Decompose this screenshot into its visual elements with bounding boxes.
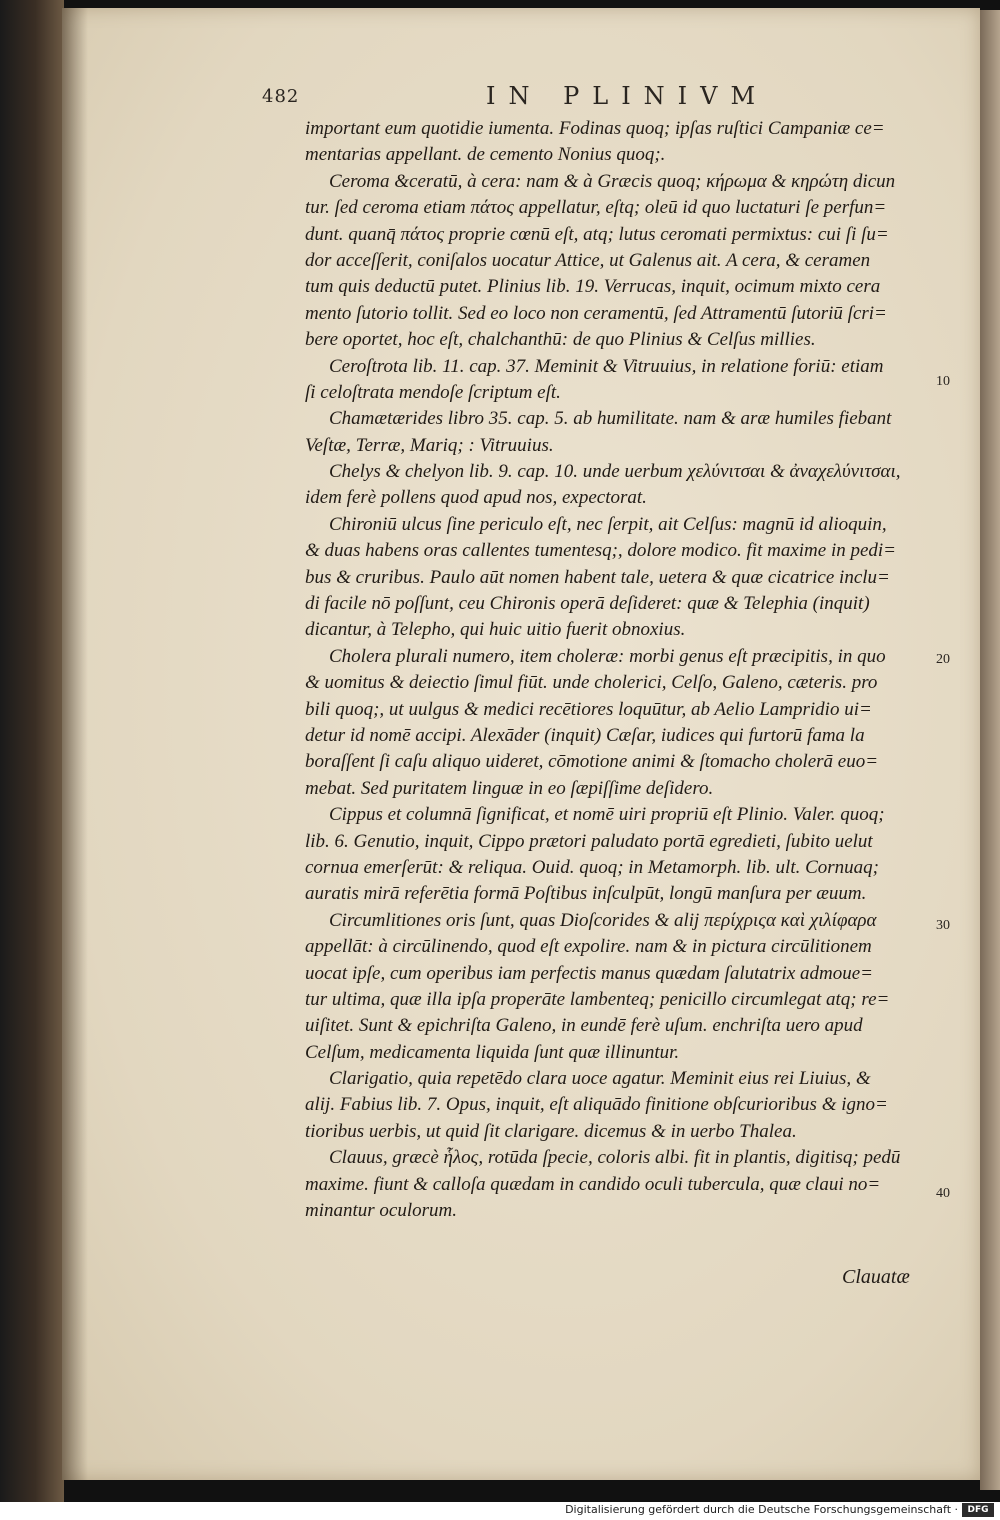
text-line: & uomitus & deiectio ſimul fiūt. unde cholerici, Celſo, Galeno, cæteris. pro bbox=[305, 672, 878, 694]
text-line: bili quoq;, ut uulgus & medici recētiores loquūtur, ab Aelio Lampridio ui= bbox=[305, 698, 872, 720]
text-line: cornua emerſerūt: & reliqua. Ouid. quoq; in Metamorph. lib. ult. Cornuaq; bbox=[305, 856, 879, 878]
text-line: mebat. Sed puritatem linguæ in eo ſæpiſſime deſidero. bbox=[305, 777, 714, 799]
running-head: IN PLINIVM bbox=[486, 82, 769, 110]
text-line: di facile nō poſſunt, ceu Chironis operā deſideret: quæ & Telephia (inquit) bbox=[305, 593, 870, 615]
text-line: lib. 6. Genutio, inquit, Cippo prætori paludato portā egredieti, ſubito uelut bbox=[305, 830, 873, 852]
text-line: tur ultima, quæ illa ipſa properāte lambenteq; penicillo circumlegat atq; re= bbox=[305, 988, 890, 1010]
text-line: dor acceſſerit, coniſalos uocatur Attice, ut Galenus ait. A cera, & ceramen bbox=[305, 249, 871, 271]
text-line: Chironiū ulcus ſine periculo eſt, nec ſerpit, ait Celſus: magnū id alioquin, bbox=[329, 513, 887, 535]
text-line: Cholera plurali numero, item choleræ: morbi genus eſt præcipitis, in quo bbox=[329, 645, 886, 667]
text-line: Chelys & chelyon lib. 9. cap. 10. unde uerbum χελύνιτσαι & ἀναχελύνιτσαι, bbox=[329, 461, 901, 483]
margin-line-number: 10 bbox=[936, 374, 950, 389]
text-line: uiſitet. Sunt & epichriſta Galeno, in eundē ferè uſum. enchriſta uero apud bbox=[305, 1015, 863, 1037]
text-line: minantur oculorum. bbox=[305, 1200, 457, 1222]
text-line: tur. ſed ceroma etiam πάτος appellatur, eſtq; oleū id quo luctaturi ſe perfun= bbox=[305, 197, 887, 219]
text-line: Clauus, græcè ἧλος, rotūda ſpecie, coloris albi. fit in plantis, digitisq; pedū bbox=[329, 1147, 901, 1169]
text-line: Circumlitiones oris ſunt, quas Dioſcorides & alij περίχριςα καὶ χιλίφαρα bbox=[329, 909, 877, 931]
binding-edge bbox=[0, 0, 64, 1502]
catchword: Clauatæ bbox=[842, 1266, 910, 1288]
page-number: 482 bbox=[262, 86, 300, 107]
text-line: boraſſent ſi caſu aliquo uideret, cōmotione animi & ſtomacho cholerā euo= bbox=[305, 751, 879, 773]
footer-credit: Digitalisierung gefördert durch die Deutsche Forschungsgemeinschaft · bbox=[565, 1503, 958, 1516]
text-line: maxime. fiunt & calloſa quædam in candido oculi tubercula, quæ claui no= bbox=[305, 1173, 881, 1195]
text-line: uocat ipſe, cum operibus iam perfectis manus quædam ſalutatrix admoue= bbox=[305, 962, 873, 984]
text-line: Veſtæ, Terræ, Mariq; : Vitruuius. bbox=[305, 434, 554, 456]
text-line: alij. Fabius lib. 7. Opus, inquit, eſt aliquādo finitione obſcurioribus & igno= bbox=[305, 1094, 888, 1116]
text-line: mento ſutorio tollit. Sed eo loco non ceramentū, ſed Attramentū ſutoriū ſcri= bbox=[305, 302, 887, 324]
text-line: appellāt: à circūlinendo, quod eſt expolire. nam & in pictura circūlitionem bbox=[305, 936, 872, 958]
text-line: auratis mirā referētia formā Poſtibus inſculpūt, longū manſura per æuum. bbox=[305, 883, 867, 905]
text-line: mentarias appellant. de cemento Nonius quoq;. bbox=[305, 144, 666, 166]
text-line: Clarigatio, quia repetēdo clara uoce agatur. Meminit eius rei Liuius, & bbox=[329, 1068, 871, 1090]
text-line: tum quis deductū putet. Plinius lib. 19. Verrucas, inquit, ocimum mixto cera bbox=[305, 276, 881, 298]
text-line: tioribus uerbis, ut quid ſit clarigare. dicemus & in uerbo Thalea. bbox=[305, 1120, 797, 1142]
body-text bbox=[305, 116, 930, 1224]
margin-line-number: 30 bbox=[936, 918, 950, 933]
text-line: important eum quotidie iumenta. Fodinas quoq; ipſas ruſtici Campaniæ ce= bbox=[305, 118, 885, 139]
text-line: bus & cruribus. Paulo aūt nomen habent tale, uetera & quæ cicatrice inclu= bbox=[305, 566, 890, 588]
text-line: dunt. quanq̄ πάτος proprie cœnū eſt, atq; lutus ceromati permixtus: cui ſi ſu= bbox=[305, 223, 889, 245]
text-line: ſi celoſtrata mendoſe ſcriptum eſt. bbox=[305, 381, 561, 403]
text-line: & duas habens oras callentes tumentesq;, dolore modico. fit maxime in pedi= bbox=[305, 540, 897, 562]
gutter-shadow bbox=[62, 8, 88, 1480]
text-line: Ceroma &ceratū, à cera: nam & à Græcis quoq; κήρωμα & κηρώτη dicun bbox=[329, 170, 896, 192]
text-line: Ceroſtrota lib. 11. cap. 37. Meminit & Vitruuius, in relatione foriū: etiam bbox=[329, 355, 884, 377]
page-edge-right bbox=[980, 10, 1000, 1490]
margin-line-number: 20 bbox=[936, 652, 950, 667]
text-line: Cippus et columnā ſignificat, et nomē uiri propriū eſt Plinio. Valer. quoq; bbox=[329, 804, 885, 826]
text-line: detur id nomē accipi. Alexāder (inquit) Cæſar, iudices qui furtorū fama la bbox=[305, 724, 865, 746]
text-line: idem ferè pollens quod apud nos, expectorat. bbox=[305, 487, 647, 509]
margin-line-number: 40 bbox=[936, 1186, 950, 1201]
text-line: dicantur, à Telepho, qui huic uitio fuerit obnoxius. bbox=[305, 619, 686, 641]
text-line: bere oportet, hoc eſt, chalchanthū: de quo Plinius & Celſus millies. bbox=[305, 329, 816, 351]
text-line: Chamætærides libro 35. cap. 5. ab humilitate. nam & aræ humiles fiebant bbox=[329, 408, 892, 430]
text-line: Celſum, medicamenta liquida ſunt quæ illinuntur. bbox=[305, 1041, 680, 1063]
dfg-logo: DFG bbox=[962, 1503, 994, 1517]
